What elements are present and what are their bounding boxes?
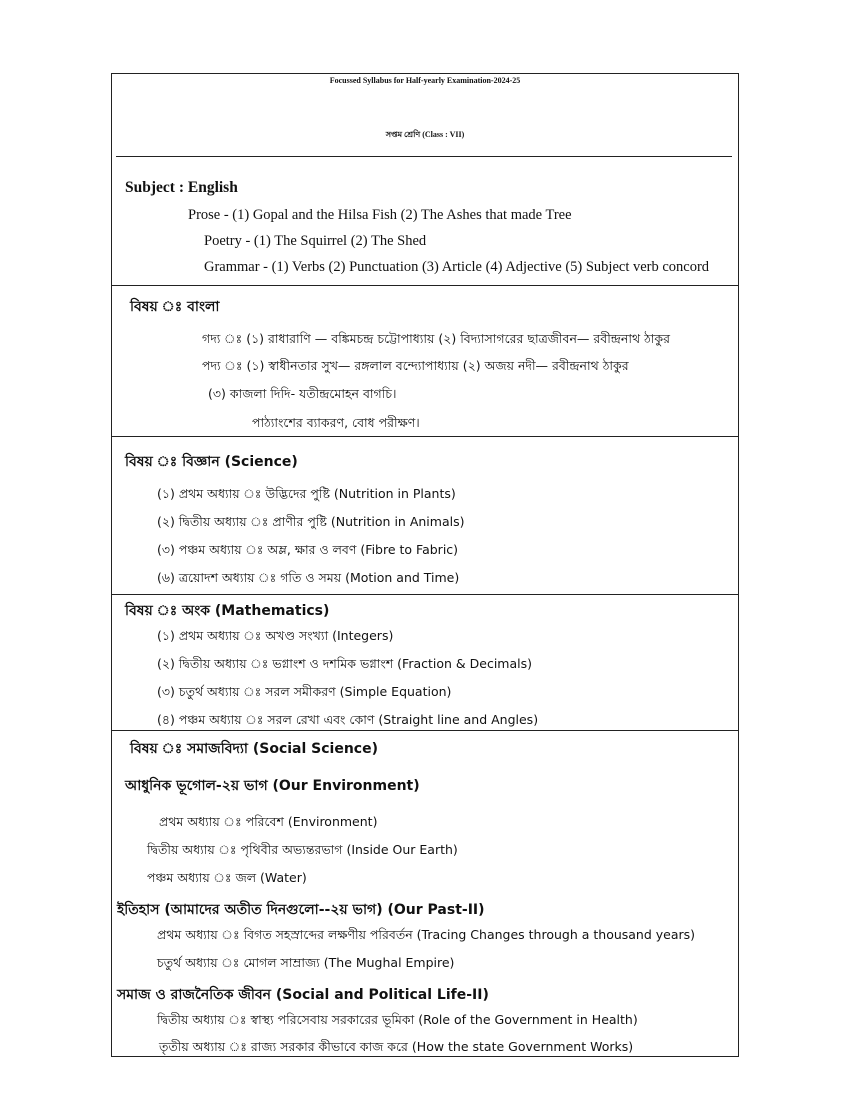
geography-item: পঞ্চম অধ্যায় ঃ জল (Water) bbox=[147, 870, 307, 885]
science-item: (৩) পঞ্চম অধ্যায় ঃ অম্ল, ক্ষার ও লবণ (Fibre to Fabric) bbox=[157, 542, 459, 557]
science-item: (২) দ্বিতীয় অধ্যায় ঃ প্রাণীর পুষ্টি (Nutrition in Animals) bbox=[157, 514, 465, 529]
social-subject-heading: বিষয় ঃ সমাজবিদ্যা (Social Science) bbox=[130, 741, 378, 757]
bangla-item: পদ্য ঃ (১) স্বাধীনতার সুখ— রঙ্গলাল বন্দ্যোপাধ্যায় (২) অজয় নদী— রবীন্দ্রনাথ ঠাকুর bbox=[202, 358, 629, 373]
english-subject-heading: Subject : English bbox=[125, 179, 238, 196]
math-item: (৪) পঞ্চম অধ্যায় ঃ সরল রেখা এবং কোণ (Straight line and Angles) bbox=[157, 712, 539, 727]
science-item: (৬) ত্রয়োদশ অধ্যায় ঃ গতি ও সময় (Motion and Time) bbox=[157, 570, 460, 585]
civics-item: দ্বিতীয় অধ্যায় ঃ স্বাস্থ্য পরিসেবায় সরকারের ভূমিকা (Role of the Government in Health) bbox=[157, 1012, 638, 1027]
english-poetry: Poetry - (1) The Squirrel (2) The Shed bbox=[204, 233, 427, 249]
english-prose: Prose - (1) Gopal and the Hilsa Fish (2) The Ashes that made Tree bbox=[188, 207, 572, 223]
section-divider bbox=[112, 285, 738, 286]
bangla-subject-heading: বিষয় ঃ বাংলা bbox=[130, 299, 220, 315]
section-divider bbox=[112, 594, 738, 595]
bangla-item: পাঠ্যাংশের ব্যাকরণ, বোধ পরীক্ষণ। bbox=[252, 415, 420, 430]
class-label: সপ্তম শ্রেণি (Class : VII) bbox=[385, 130, 465, 139]
math-item: (৩) চতুর্থ অধ্যায় ঃ সরল সমীকরণ (Simple Equation) bbox=[157, 684, 452, 699]
section-divider bbox=[112, 436, 738, 437]
geography-item: প্রথম অধ্যায় ঃ পরিবেশ (Environment) bbox=[159, 814, 378, 829]
history-item: প্রথম অধ্যায় ঃ বিগত সহস্রাব্দের লক্ষণীয় পরিবর্তন (Tracing Changes through a thousand years) bbox=[157, 927, 696, 942]
history-item: চতুর্থ অধ্যায় ঃ মোগল সাম্রাজ্য (The Mughal Empire) bbox=[157, 955, 455, 970]
english-grammar: Grammar - (1) Verbs (2) Punctuation (3) Article (4) Adjective (5) Subject verb concord bbox=[204, 259, 710, 275]
civics-item: তৃতীয় অধ্যায় ঃ রাজ্য সরকার কীভাবে কাজ করে (How the state Government Works) bbox=[159, 1039, 634, 1054]
science-subject-heading: বিষয় ঃ বিজ্ঞান (Science) bbox=[125, 454, 298, 470]
section-divider bbox=[112, 730, 738, 731]
math-item: (২) দ্বিতীয় অধ্যায় ঃ ভগ্নাংশ ও দশমিক ভগ্নাংশ (Fraction & Decimals) bbox=[157, 656, 532, 671]
title-divider bbox=[116, 156, 732, 157]
math-item: (১) প্রথম অধ্যায় ঃ অখণ্ড সংখ্যা (Integers) bbox=[157, 628, 394, 643]
math-subject-heading: বিষয় ঃ অংক (Mathematics) bbox=[125, 603, 330, 619]
science-item: (১) প্রথম অধ্যায় ঃ উদ্ভিদের পুষ্টি (Nutrition in Plants) bbox=[157, 486, 456, 501]
syllabus-sheet bbox=[111, 73, 739, 1057]
history-heading: ইতিহাস (আমাদের অতীত দিনগুলো--২য় ভাগ) (Our Past-II) bbox=[117, 902, 485, 918]
page-title: Focussed Syllabus for Half-yearly Examination-2024-25 bbox=[329, 76, 521, 85]
geography-item: দ্বিতীয় অধ্যায় ঃ পৃথিবীর অভ্যন্তরভাগ (Inside Our Earth) bbox=[147, 842, 458, 857]
geography-heading: আধুনিক ভূগোল-২য় ভাগ (Our Environment) bbox=[125, 778, 420, 794]
civics-heading: সমাজ ও রাজনৈতিক জীবন (Social and Political Life-II) bbox=[117, 987, 489, 1003]
bangla-item: (৩) কাজলা দিদি- যতীন্দ্রমোহন বাগচি। bbox=[208, 386, 397, 401]
bangla-item: গদ্য ঃ (১) রাধারাণি — বঙ্কিমচন্দ্র চট্টোপাধ্যায় (২) বিদ্যাসাগরের ছাত্রজীবন— রবীন্দ্রনাথ ঠাকুর bbox=[202, 331, 671, 346]
